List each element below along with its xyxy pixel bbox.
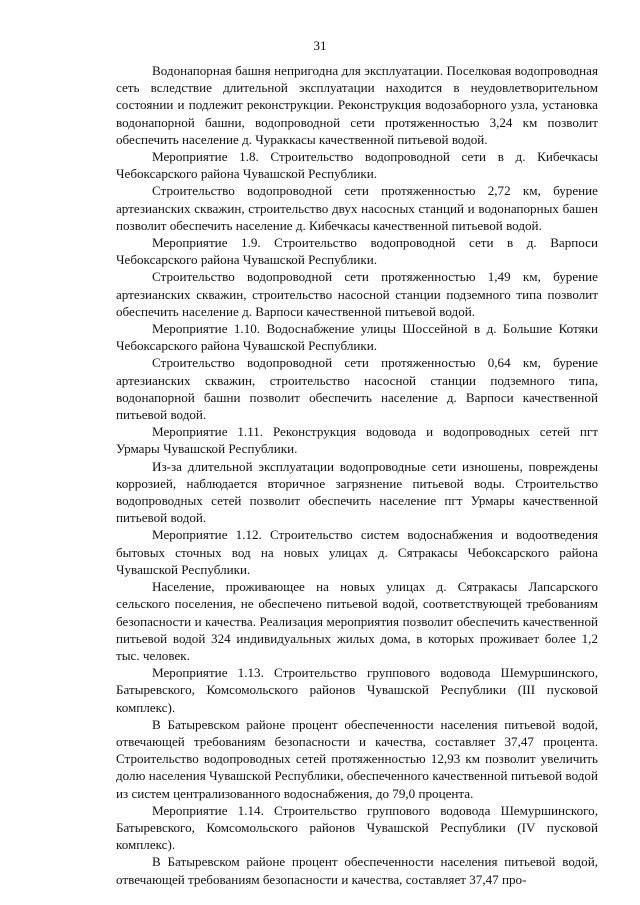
paragraph: Строительство водопроводной сети протяженностью 0,64 км, бурение артезианских скважин, строительство насосной станции подземного типа, водонапорной башни позволит обеспечить население д. Варпоси качественной питьевой водой.	[116, 355, 598, 423]
paragraph: В Батыревском районе процент обеспеченности населения питьевой водой, отвечающей требованиям безопасности и качества, составляет 37,47 про-	[116, 854, 598, 887]
paragraph: В Батыревском районе процент обеспеченности населения питьевой водой, отвечающей требованиям безопасности и качества, составляет 37,47 процента. Строительство водопроводных сетей протяженностью 12,93 км позволит увеличить долю населения Чувашской Республики, обеспеченного качественной питьевой водой из систем централизованного водоснабжения, до 79,0 процента.	[116, 716, 598, 801]
paragraph: Мероприятие 1.11. Реконструкция водовода и водопроводных сетей пгт Урмары Чувашской Республики.	[116, 424, 598, 457]
paragraph: Мероприятие 1.13. Строительство группового водовода Шемуршинского, Батыревского, Комсомольского районов Чувашской Республики (III пусковой комплекс).	[116, 665, 598, 715]
paragraph: Мероприятие 1.12. Строительство систем водоснабжения и водоотведения бытовых сточных вод на новых улицах д. Сятракасы Чебоксарского района Чувашской Республики.	[116, 527, 598, 577]
paragraph: Строительство водопроводной сети протяженностью 2,72 км, бурение артезианских скважин, строительство двух насосных станций и водонапорных башен позволит обеспечить население д. Кибечкасы качественной питьевой водой.	[116, 183, 598, 233]
paragraph: Мероприятие 1.10. Водоснабжение улицы Шоссейной в д. Большие Котяки Чебоксарского района Чувашской Республики.	[116, 321, 598, 354]
body-text	[116, 62, 598, 888]
paragraph: Строительство водопроводной сети протяженностью 1,49 км, бурение артезианских скважин, строительство насосной станции подземного типа позволит обеспечить население д. Варпоси качественной питьевой водой.	[116, 269, 598, 319]
paragraph: Мероприятие 1.8. Строительство водопроводной сети в д. Кибечкасы Чебоксарского района Чувашской Республики.	[116, 149, 598, 182]
paragraph: Водонапорная башня непригодна для эксплуатации. Поселковая водопроводная сеть вследствие длительной эксплуатации находится в неудовлетворительном состоянии и подлежит реконструкции. Реконструкция водозаборного узла, установка водонапорной башни, водопроводной сети протяженностью 3,24 км позволит обеспечить население д. Чураккасы качественной питьевой водой.	[116, 63, 598, 147]
paragraph: Мероприятие 1.14. Строительство группового водовода Шемуршинского, Батыревского, Комсомольского районов Чувашской Республики (IV пусковой комплекс).	[116, 802, 598, 853]
paragraph: Из-за длительной эксплуатации водопроводные сети изношены, повреждены коррозией, наблюдается вторичное загрязнение питьевой воды. Строительство водопроводных сетей позволит обеспечить население пгт Урмары качественной питьевой водой.	[116, 458, 598, 526]
paragraph: Население, проживающее на новых улицах д. Сятракасы Лапсарского сельского поселения, не обеспечено питьевой водой, соответствующей требованиям безопасности и качества. Реализация мероприятия позволит обеспечить качественной питьевой водой 324 индивидуальных жилых дома, в которых проживает более 1,2 тыс. человек.	[116, 579, 598, 663]
paragraph: Мероприятие 1.9. Строительство водопроводной сети в д. Варпоси Чебоксарского района Чувашской Республики.	[116, 235, 598, 268]
page-number: 31	[313, 38, 327, 53]
